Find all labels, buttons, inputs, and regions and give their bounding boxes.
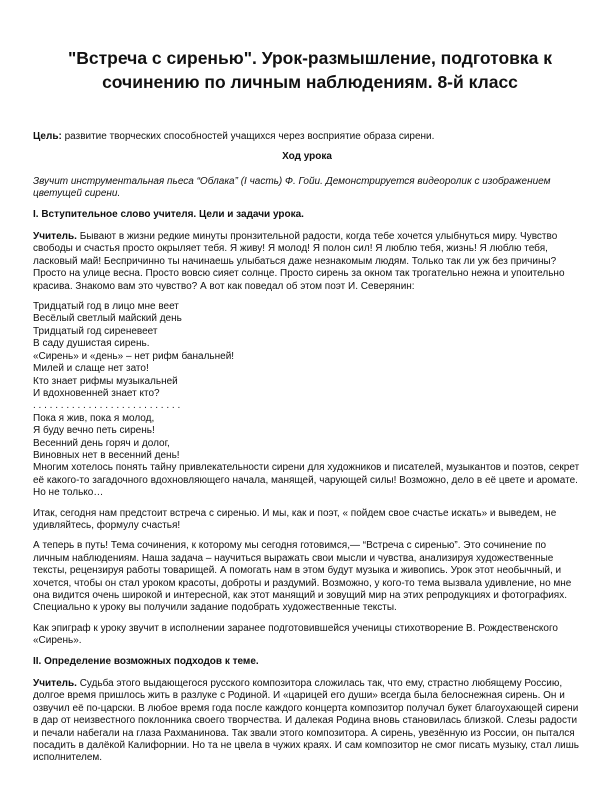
section-1-heading: I. Вступительное слово учителя. Цели и задачи урока. — [33, 208, 304, 220]
teacher-text-1: Бывают в жизни редкие минуты пронзительной радости, когда тебе хочется улыбнуться миру. Чувство свободы и счастья просто окрыляет тебя. Я живу! Я молод! Я полон сил! Я люблю тебя, жизнь! Я люблю тебя, ласковый май! Беспричинно ты начинаешь улыбаться даже незнакомым людям. Только так ли уж без причины? Просто на улице весна. Просто вовсю сияет солнце. Просто сирень за окном так трогательно нежна и упоительно красива. Знакомо вам это чувство? А вот как поведал об этом поэт И. Северянин: — [33, 231, 565, 292]
poem-line: Я буду вечно петь сирень! — [33, 425, 155, 437]
title-line-2: сочинению по личным наблюдениям. 8-й класс — [102, 72, 518, 92]
teacher-label-1: Учитель. — [33, 231, 77, 243]
teacher-paragraph-2 — [33, 678, 581, 765]
title-line-1: "Встреча с сиренью". Урок-размышление, подготовка к — [67, 48, 553, 68]
poem-line: . . . . . . . . . . . . . . . . . . . . . . . . . . . — [33, 400, 181, 412]
goal-text: развитие творческих способностей учащихся через восприятие образа сирени. — [61, 131, 435, 142]
teacher-label-2: Учитель. — [33, 678, 77, 690]
intro-note: Звучит инструментальная пьеса “Облака” (I часть) Ф. Гойи. Демонстрируется видеоролик с изображением цветущей сирени. — [33, 175, 551, 200]
poem-line: Пока я жив, пока я молод, — [33, 412, 155, 424]
poem-line: И вдохновенней знает кто? — [33, 387, 160, 399]
teacher-text-2: Судьба этого выдающегося русского композитора сложилась так, что ему, страстно любящему Россию, долгое время пришлось жить в разлуке с Родиной. И «царицей его души» всегда была белоснежная сирень. Он и озвучил её по-царски. В любое время года после каждого концерта композитор получал букет благоухающей сирени в дар от неизвестного поклонника своего творчества. И далекая Родина вновь становилась близкой. Слезы радости и печали набегали на глаза Рахманинова. Так звали этого композитора. А сирень, увезённую из России, он пытался посадить в далёкой Калифорнии. Но та не цвела в чужих краях. И сам композитор не смог писать музыку, стал лишь исполнителем. — [33, 678, 579, 764]
poem-line: Кто знает рифмы музыкальней — [33, 375, 178, 387]
poem-line: Весёлый светлый майский день — [33, 313, 182, 325]
page-title — [30, 46, 590, 94]
poem-line: Виновных нет в весенний день! — [33, 449, 180, 461]
after-poem-paragraph: Многим хотелось понять тайну привлекательности сирени для художников и писателей, музыкантов и поэтов, секрет её какого-то загадочного вдохновляющего начала, манящей, чарующей силы! Возможно, дело в её цвете и аромате. Но не только… — [33, 462, 580, 499]
poem-line: В саду душистая сирень. — [33, 338, 150, 350]
epigraph-paragraph: Как эпиграф к уроку звучит в исполнении заранее подготовившейся ученицы стихотворение В. Рождественского «Сирень». — [33, 622, 558, 647]
document-body — [33, 131, 581, 773]
goal-label: Цель: — [33, 131, 62, 142]
teacher-paragraph-1 — [33, 231, 581, 293]
poem-line: Тридцатый год в лицо мне веет — [33, 301, 179, 313]
poem — [33, 301, 581, 462]
poem-line: «Сирень» и «день» – нет рифм банальней! — [33, 350, 235, 362]
lesson-heading: Ход урока — [282, 151, 332, 163]
poem-line: Весенний день горяч и долог, — [33, 437, 170, 449]
poem-line: Тридцатый год сиреневеет — [33, 325, 158, 337]
meeting-paragraph: Итак, сегодня нам предстоит встреча с сиренью. И мы, как и поэт, « пойдем свое счастье искать» и выведем, не удивляйтесь, формулу счастья! — [33, 507, 557, 531]
theme-paragraph: А теперь в путь! Тема сочинения, к которому мы сегодня готовимся,— “Встреча с сиренью”. Это сочинение по личным наблюдениям. Наша задача – научиться выражать свои мысли и чувства, анализируя художественные тексты, рецензируя работы товарищей. А помогать нам в этом будут музыка и живопись. Урок этот необычный, и хочется, чтобы он стал уроком красоты, доброты и раздумий. Возможно, у кого-то тема вызвала удивление, но мне она видится очень широкой и интересной, как этот манящий и зовущий мир на этих репродукциях и фотографиях. Специально к уроку вы получили задание подобрать художественные тексты. — [33, 540, 572, 614]
section-2-heading: II. Определение возможных подходов к теме. — [33, 655, 259, 667]
poem-line: Милей и слаще нет зато! — [33, 363, 149, 375]
goal-paragraph — [33, 131, 581, 143]
